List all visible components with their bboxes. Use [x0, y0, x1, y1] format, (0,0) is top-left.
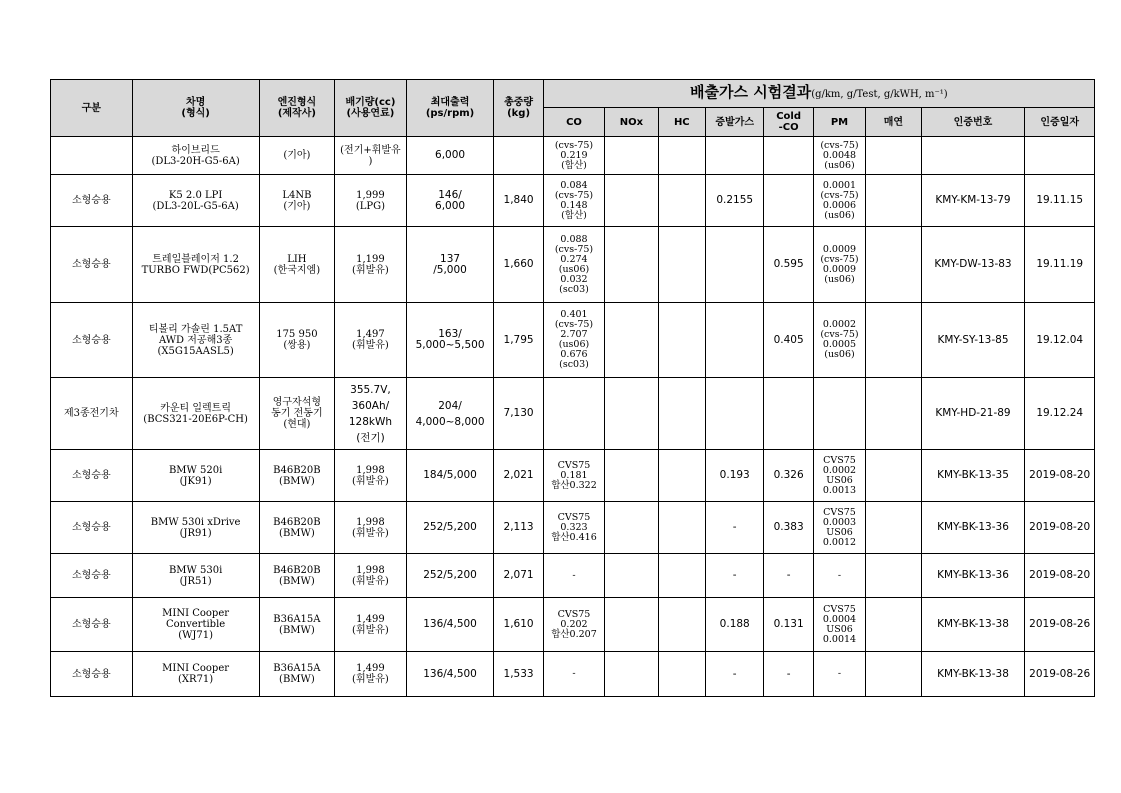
cell-vehicle-name: 티볼리 가솔린 1.5AT AWD 저공해3종 (X5G15AASL5) — [132, 303, 259, 378]
cell-nox — [605, 598, 658, 652]
cell-cold-co — [764, 175, 813, 227]
cell-smoke — [866, 175, 921, 227]
cell-cert-date: 19.12.04 — [1025, 303, 1095, 378]
header-emission-units: (g/km, g/Test, g/kWH, m⁻¹) — [811, 89, 948, 100]
cell-weight: 7,130 — [494, 378, 543, 450]
cell-pm: (cvs-75) 0.0048 (us06) — [813, 137, 865, 175]
cell-evap: - — [705, 554, 763, 598]
cell-weight: 1,610 — [494, 598, 543, 652]
cell-cold-co: - — [764, 554, 813, 598]
cell-smoke — [866, 652, 921, 697]
header-nox: NOx — [605, 108, 658, 137]
cell-vehicle-name: 하이브리드 (DL3-20H-G5-6A) — [132, 137, 259, 175]
cell-nox — [605, 652, 658, 697]
header-cert-date: 인증일자 — [1025, 108, 1095, 137]
cell-cert-date: 19.11.19 — [1025, 227, 1095, 303]
cell-category: 소형승용 — [51, 554, 133, 598]
cell-pm: 0.0002 (cvs-75) 0.0005 (us06) — [813, 303, 865, 378]
cell-hc — [658, 137, 705, 175]
cell-hc — [658, 175, 705, 227]
cell-evap: 0.193 — [705, 450, 763, 502]
cell-power: 252/5,200 — [406, 502, 494, 554]
table-row — [51, 378, 1095, 450]
emission-test-table — [50, 79, 1095, 697]
cell-evap: 0.188 — [705, 598, 763, 652]
header-cold-co: Cold -CO — [764, 108, 813, 137]
header-hc: HC — [658, 108, 705, 137]
cell-smoke — [866, 378, 921, 450]
cell-hc — [658, 502, 705, 554]
cell-weight: 2,021 — [494, 450, 543, 502]
cell-weight: 1,533 — [494, 652, 543, 697]
cell-vehicle-name: BMW 520i (JK91) — [132, 450, 259, 502]
cell-engine: LIH (한국지엠) — [259, 227, 335, 303]
cell-category: 소형승용 — [51, 450, 133, 502]
cell-smoke — [866, 137, 921, 175]
cell-category: 소형승용 — [51, 652, 133, 697]
table-row — [51, 652, 1095, 697]
table-body — [51, 137, 1095, 697]
cell-displacement: (전기+휘발유 ) — [335, 137, 407, 175]
cell-displacement: 1,998 (휘발유) — [335, 554, 407, 598]
header-displacement: 배기량(cc) (사용연료) — [335, 80, 407, 137]
cell-engine: (기아) — [259, 137, 335, 175]
header-evaporative-gas: 증발가스 — [705, 108, 763, 137]
cell-nox — [605, 137, 658, 175]
cell-cold-co: 0.383 — [764, 502, 813, 554]
cell-pm: 0.0001 (cvs-75) 0.0006 (us06) — [813, 175, 865, 227]
cell-power: 136/4,500 — [406, 652, 494, 697]
cell-hc — [658, 554, 705, 598]
cell-power: 6,000 — [406, 137, 494, 175]
cell-displacement: 1,499 (휘발유) — [335, 598, 407, 652]
cell-co: CVS75 0.202 합산0.207 — [543, 598, 604, 652]
cell-evap — [705, 303, 763, 378]
header-co: CO — [543, 108, 604, 137]
cell-hc — [658, 598, 705, 652]
cell-displacement: 1,999 (LPG) — [335, 175, 407, 227]
cell-vehicle-name: MINI Cooper (XR71) — [132, 652, 259, 697]
cell-co: CVS75 0.323 합산0.416 — [543, 502, 604, 554]
header-max-power: 최대출력 (ps/rpm) — [406, 80, 494, 137]
cell-power: 163/ 5,000~5,500 — [406, 303, 494, 378]
cell-engine: 175 950 (쌍용) — [259, 303, 335, 378]
cell-cert-number: KMY-BK-13-38 — [921, 652, 1025, 697]
cell-power: 204/ 4,000~8,000 — [406, 378, 494, 450]
cell-smoke — [866, 598, 921, 652]
cell-displacement: 355.7V, 360Ah/ 128kWh (전기) — [335, 378, 407, 450]
cell-co: 0.401 (cvs-75) 2.707 (us06) 0.676 (sc03) — [543, 303, 604, 378]
cell-vehicle-name: 트레일블레이저 1.2 TURBO FWD(PC562) — [132, 227, 259, 303]
cell-pm: - — [813, 652, 865, 697]
cell-co — [543, 378, 604, 450]
cell-engine: B46B20B (BMW) — [259, 502, 335, 554]
cell-cert-date: 19.12.24 — [1025, 378, 1095, 450]
cell-weight: 2,113 — [494, 502, 543, 554]
cell-engine: B46B20B (BMW) — [259, 450, 335, 502]
cell-vehicle-name: BMW 530i xDrive (JR91) — [132, 502, 259, 554]
header-engine-type: 엔진형식 (제작사) — [259, 80, 335, 137]
cell-engine: 영구자석형 동기 전동기 (현대) — [259, 378, 335, 450]
cell-category: 제3종전기차 — [51, 378, 133, 450]
cell-cert-number: KMY-BK-13-36 — [921, 554, 1025, 598]
cell-cert-number: KMY-SY-13-85 — [921, 303, 1025, 378]
cell-category: 소형승용 — [51, 502, 133, 554]
cell-engine: B36A15A (BMW) — [259, 598, 335, 652]
cell-cert-number — [921, 137, 1025, 175]
cell-power: 184/5,000 — [406, 450, 494, 502]
header-pm: PM — [813, 108, 865, 137]
header-cert-number: 인증번호 — [921, 108, 1025, 137]
cell-cert-number: KMY-BK-13-35 — [921, 450, 1025, 502]
header-vehicle-name: 차명 (형식) — [132, 80, 259, 137]
cell-smoke — [866, 502, 921, 554]
cell-power: 137 /5,000 — [406, 227, 494, 303]
cell-evap: 0.2155 — [705, 175, 763, 227]
cell-cold-co: - — [764, 652, 813, 697]
cell-weight: 2,071 — [494, 554, 543, 598]
cell-displacement: 1,199 (휘발유) — [335, 227, 407, 303]
cell-category: 소형승용 — [51, 303, 133, 378]
cell-evap — [705, 378, 763, 450]
cell-category: 소형승용 — [51, 175, 133, 227]
cell-evap — [705, 227, 763, 303]
cell-cold-co — [764, 378, 813, 450]
cell-pm: CVS75 0.0003 US06 0.0012 — [813, 502, 865, 554]
cell-hc — [658, 378, 705, 450]
cell-co: CVS75 0.181 합산0.322 — [543, 450, 604, 502]
cell-displacement: 1,998 (휘발유) — [335, 450, 407, 502]
cell-power: 252/5,200 — [406, 554, 494, 598]
cell-hc — [658, 303, 705, 378]
cell-engine: B46B20B (BMW) — [259, 554, 335, 598]
cell-hc — [658, 450, 705, 502]
cell-vehicle-name: MINI Cooper Convertible (WJ71) — [132, 598, 259, 652]
cell-displacement: 1,497 (휘발유) — [335, 303, 407, 378]
cell-cold-co: 0.131 — [764, 598, 813, 652]
cell-smoke — [866, 554, 921, 598]
cell-weight — [494, 137, 543, 175]
cell-cert-date: 2019-08-20 — [1025, 450, 1095, 502]
cell-vehicle-name: K5 2.0 LPI (DL3-20L-G5-6A) — [132, 175, 259, 227]
cell-cert-number: KMY-BK-13-36 — [921, 502, 1025, 554]
cell-power: 136/4,500 — [406, 598, 494, 652]
table-row — [51, 303, 1095, 378]
cell-evap — [705, 137, 763, 175]
table-row — [51, 137, 1095, 175]
table-row — [51, 227, 1095, 303]
cell-cert-date — [1025, 137, 1095, 175]
cell-co: - — [543, 652, 604, 697]
cell-displacement: 1,499 (휘발유) — [335, 652, 407, 697]
cell-evap: - — [705, 652, 763, 697]
cell-cert-date: 2019-08-26 — [1025, 652, 1095, 697]
cell-cold-co: 0.326 — [764, 450, 813, 502]
cell-smoke — [866, 450, 921, 502]
cell-pm: CVS75 0.0002 US06 0.0013 — [813, 450, 865, 502]
cell-cold-co: 0.595 — [764, 227, 813, 303]
cell-cert-date: 19.11.15 — [1025, 175, 1095, 227]
cell-engine: B36A15A (BMW) — [259, 652, 335, 697]
cell-category: 소형승용 — [51, 227, 133, 303]
cell-nox — [605, 554, 658, 598]
cell-cert-date: 2019-08-20 — [1025, 554, 1095, 598]
cell-hc — [658, 227, 705, 303]
cell-cold-co — [764, 137, 813, 175]
cell-vehicle-name: 카운티 일렉트릭 (BCS321-20E6P-CH) — [132, 378, 259, 450]
cell-category — [51, 137, 133, 175]
header-emission-results-title: 배출가스 시험결과 — [690, 83, 812, 101]
cell-weight: 1,660 — [494, 227, 543, 303]
cell-pm: - — [813, 554, 865, 598]
cell-evap: - — [705, 502, 763, 554]
cell-cert-number: KMY-HD-21-89 — [921, 378, 1025, 450]
cell-displacement: 1,998 (휘발유) — [335, 502, 407, 554]
cell-engine: L4NB (기아) — [259, 175, 335, 227]
header-category: 구분 — [51, 80, 133, 137]
header-gross-weight: 총중량 (kg) — [494, 80, 543, 137]
table-row — [51, 598, 1095, 652]
header-smoke: 매연 — [866, 108, 921, 137]
table-row — [51, 554, 1095, 598]
cell-cert-date: 2019-08-20 — [1025, 502, 1095, 554]
cell-co: (cvs-75) 0.219 (합산) — [543, 137, 604, 175]
cell-cold-co: 0.405 — [764, 303, 813, 378]
cell-pm: CVS75 0.0004 US06 0.0014 — [813, 598, 865, 652]
cell-co: 0.084 (cvs-75) 0.148 (합산) — [543, 175, 604, 227]
header-emission-results — [543, 80, 1094, 108]
cell-hc — [658, 652, 705, 697]
cell-weight: 1,795 — [494, 303, 543, 378]
cell-co: - — [543, 554, 604, 598]
cell-category: 소형승용 — [51, 598, 133, 652]
cell-smoke — [866, 303, 921, 378]
cell-nox — [605, 450, 658, 502]
cell-cert-number: KMY-DW-13-83 — [921, 227, 1025, 303]
cell-cert-number: KMY-KM-13-79 — [921, 175, 1025, 227]
cell-nox — [605, 303, 658, 378]
cell-nox — [605, 502, 658, 554]
cell-vehicle-name: BMW 530i (JR51) — [132, 554, 259, 598]
table-row — [51, 502, 1095, 554]
cell-nox — [605, 227, 658, 303]
cell-cert-date: 2019-08-26 — [1025, 598, 1095, 652]
table-row — [51, 450, 1095, 502]
cell-pm — [813, 378, 865, 450]
cell-nox — [605, 175, 658, 227]
cell-power: 146/ 6,000 — [406, 175, 494, 227]
cell-weight: 1,840 — [494, 175, 543, 227]
cell-smoke — [866, 227, 921, 303]
table-row — [51, 175, 1095, 227]
cell-co: 0.088 (cvs-75) 0.274 (us06) 0.032 (sc03) — [543, 227, 604, 303]
cell-cert-number: KMY-BK-13-38 — [921, 598, 1025, 652]
cell-pm: 0.0009 (cvs-75) 0.0009 (us06) — [813, 227, 865, 303]
cell-nox — [605, 378, 658, 450]
